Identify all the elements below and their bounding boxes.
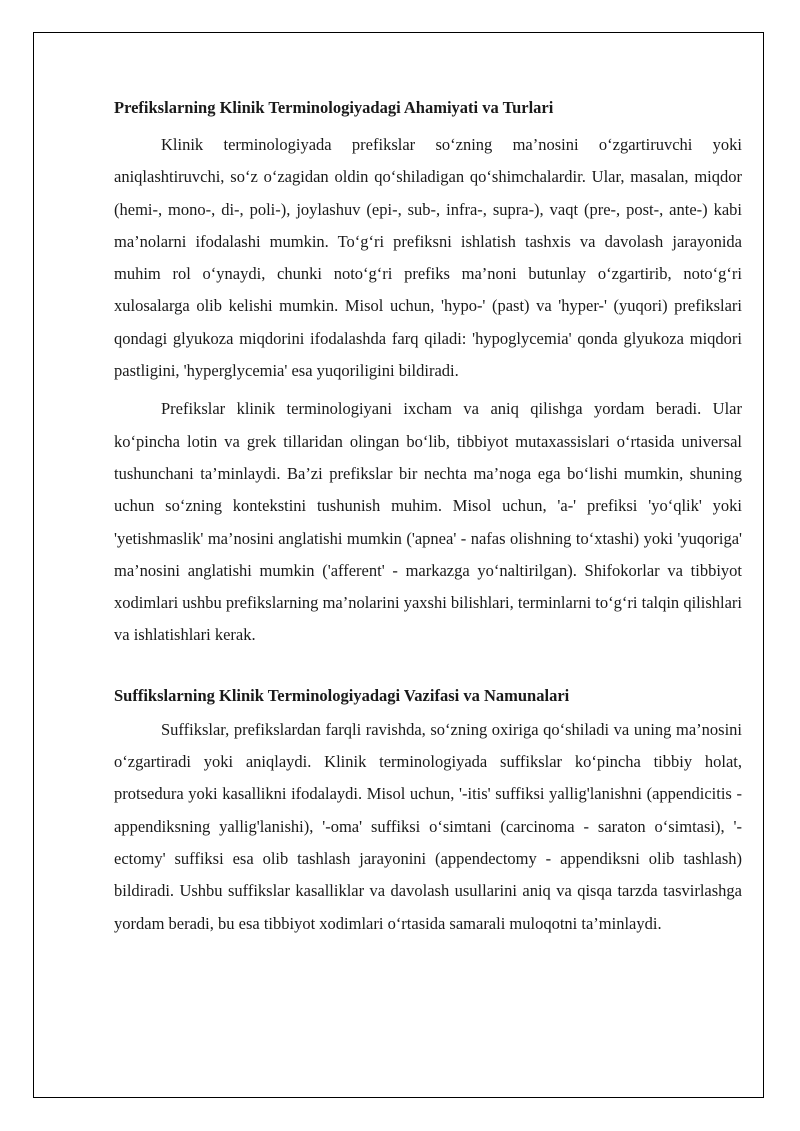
paragraph-prefixes-1: Klinik terminologiyada prefikslar so‘zning ma’nosini o‘zgartiruvchi yoki aniqlashtiruvchi, so‘z o‘zagidan oldin qo‘shiladigan qo‘shimchalardir. Ular, masalan, miqdor (hemi-, mono-, di-, poli-), joylashuv (epi-, sub-, infra-, supra-), vaqt (pre-, post-, ante-) kabi ma’nolarni ifodalashi mumkin. To‘g‘ri prefiksni ishlatish tashxis va davolash jarayonida muhim rol o‘ynaydi, chunki noto‘g‘ri prefiks ma’noni butunlay o‘zgartirib, noto‘g‘ri xulosalarga olib kelishi mumkin. Misol uchun, 'hypo-' (past) va 'hyper-' (yuqori) prefikslari qondagi glyukoza miqdorini ifodalashda farq qiladi: 'hypoglycemia' qonda glyukoza miqdori pastligini, 'hyperglycemia' esa yuqoriligini bildiradi. (114, 135, 742, 381)
section-heading-suffixes: Suffikslarning Klinik Terminologiyadagi Vazifasi va Namunalari (114, 685, 570, 705)
paragraph-suffixes-1: Suffikslar, prefikslardan farqli ravishda, so‘zning oxiriga qo‘shiladi va uning ma’nosini o‘zgartiradi yoki aniqlaydi. Klinik terminologiyada suffikslar ko‘pincha tibbiy holat, protsedura yoki kasallikni ifodalaydi. Misol uchun, '-itis' suffiksi yallig'lanishni (appendicitis - appendiksning yallig'lanishi), '-oma' suffiksi o‘simtani (carcinoma - saraton o‘simtasi), '-ectomy' suffiksi esa olib tashlash jarayonini (appendectomy - appendiksni olib tashlash) bildiradi. Ushbu suffikslar kasalliklar va davolash usullarini aniq va qisqa tarzda tasvirlashga yordam beradi, bu esa tibbiyot xodimlari o‘rtasida samarali muloqotni ta’minlaydi. (114, 719, 742, 933)
section-heading-prefixes: Prefikslarning Klinik Terminologiyadagi Ahamiyati va Turlari (114, 98, 554, 117)
document-body (114, 96, 742, 946)
paragraph-prefixes-2: Prefikslar klinik terminologiyani ixcham va aniq qilishga yordam beradi. Ular ko‘pincha lotin va grek tillaridan olingan bo‘lib, tibbiyot mutaxassislari o‘rtasida universal tushunchani ta’minlaydi. Ba’zi prefikslar bir nechta ma’noga ega bo‘lishi mumkin, shuning uchun so‘zning kontekstini tushunish muhim. Misol uchun, 'a-' prefiksi 'yo‘qlik' yoki 'yetishmaslik' ma’nosini anglatishi mumkin ('apnea' - nafas olishning to‘xtashi) yoki 'yuqoriga' ma’nosini anglatishi mumkin ('afferent' - markazga yo‘naltirilgan). Shifokorlar va tibbiyot xodimlari ushbu prefikslarning ma’nolarini yaxshi bilishlari, terminlarni to‘g‘ri talqin qilishlari va ishlatishlari kerak. (114, 399, 742, 645)
